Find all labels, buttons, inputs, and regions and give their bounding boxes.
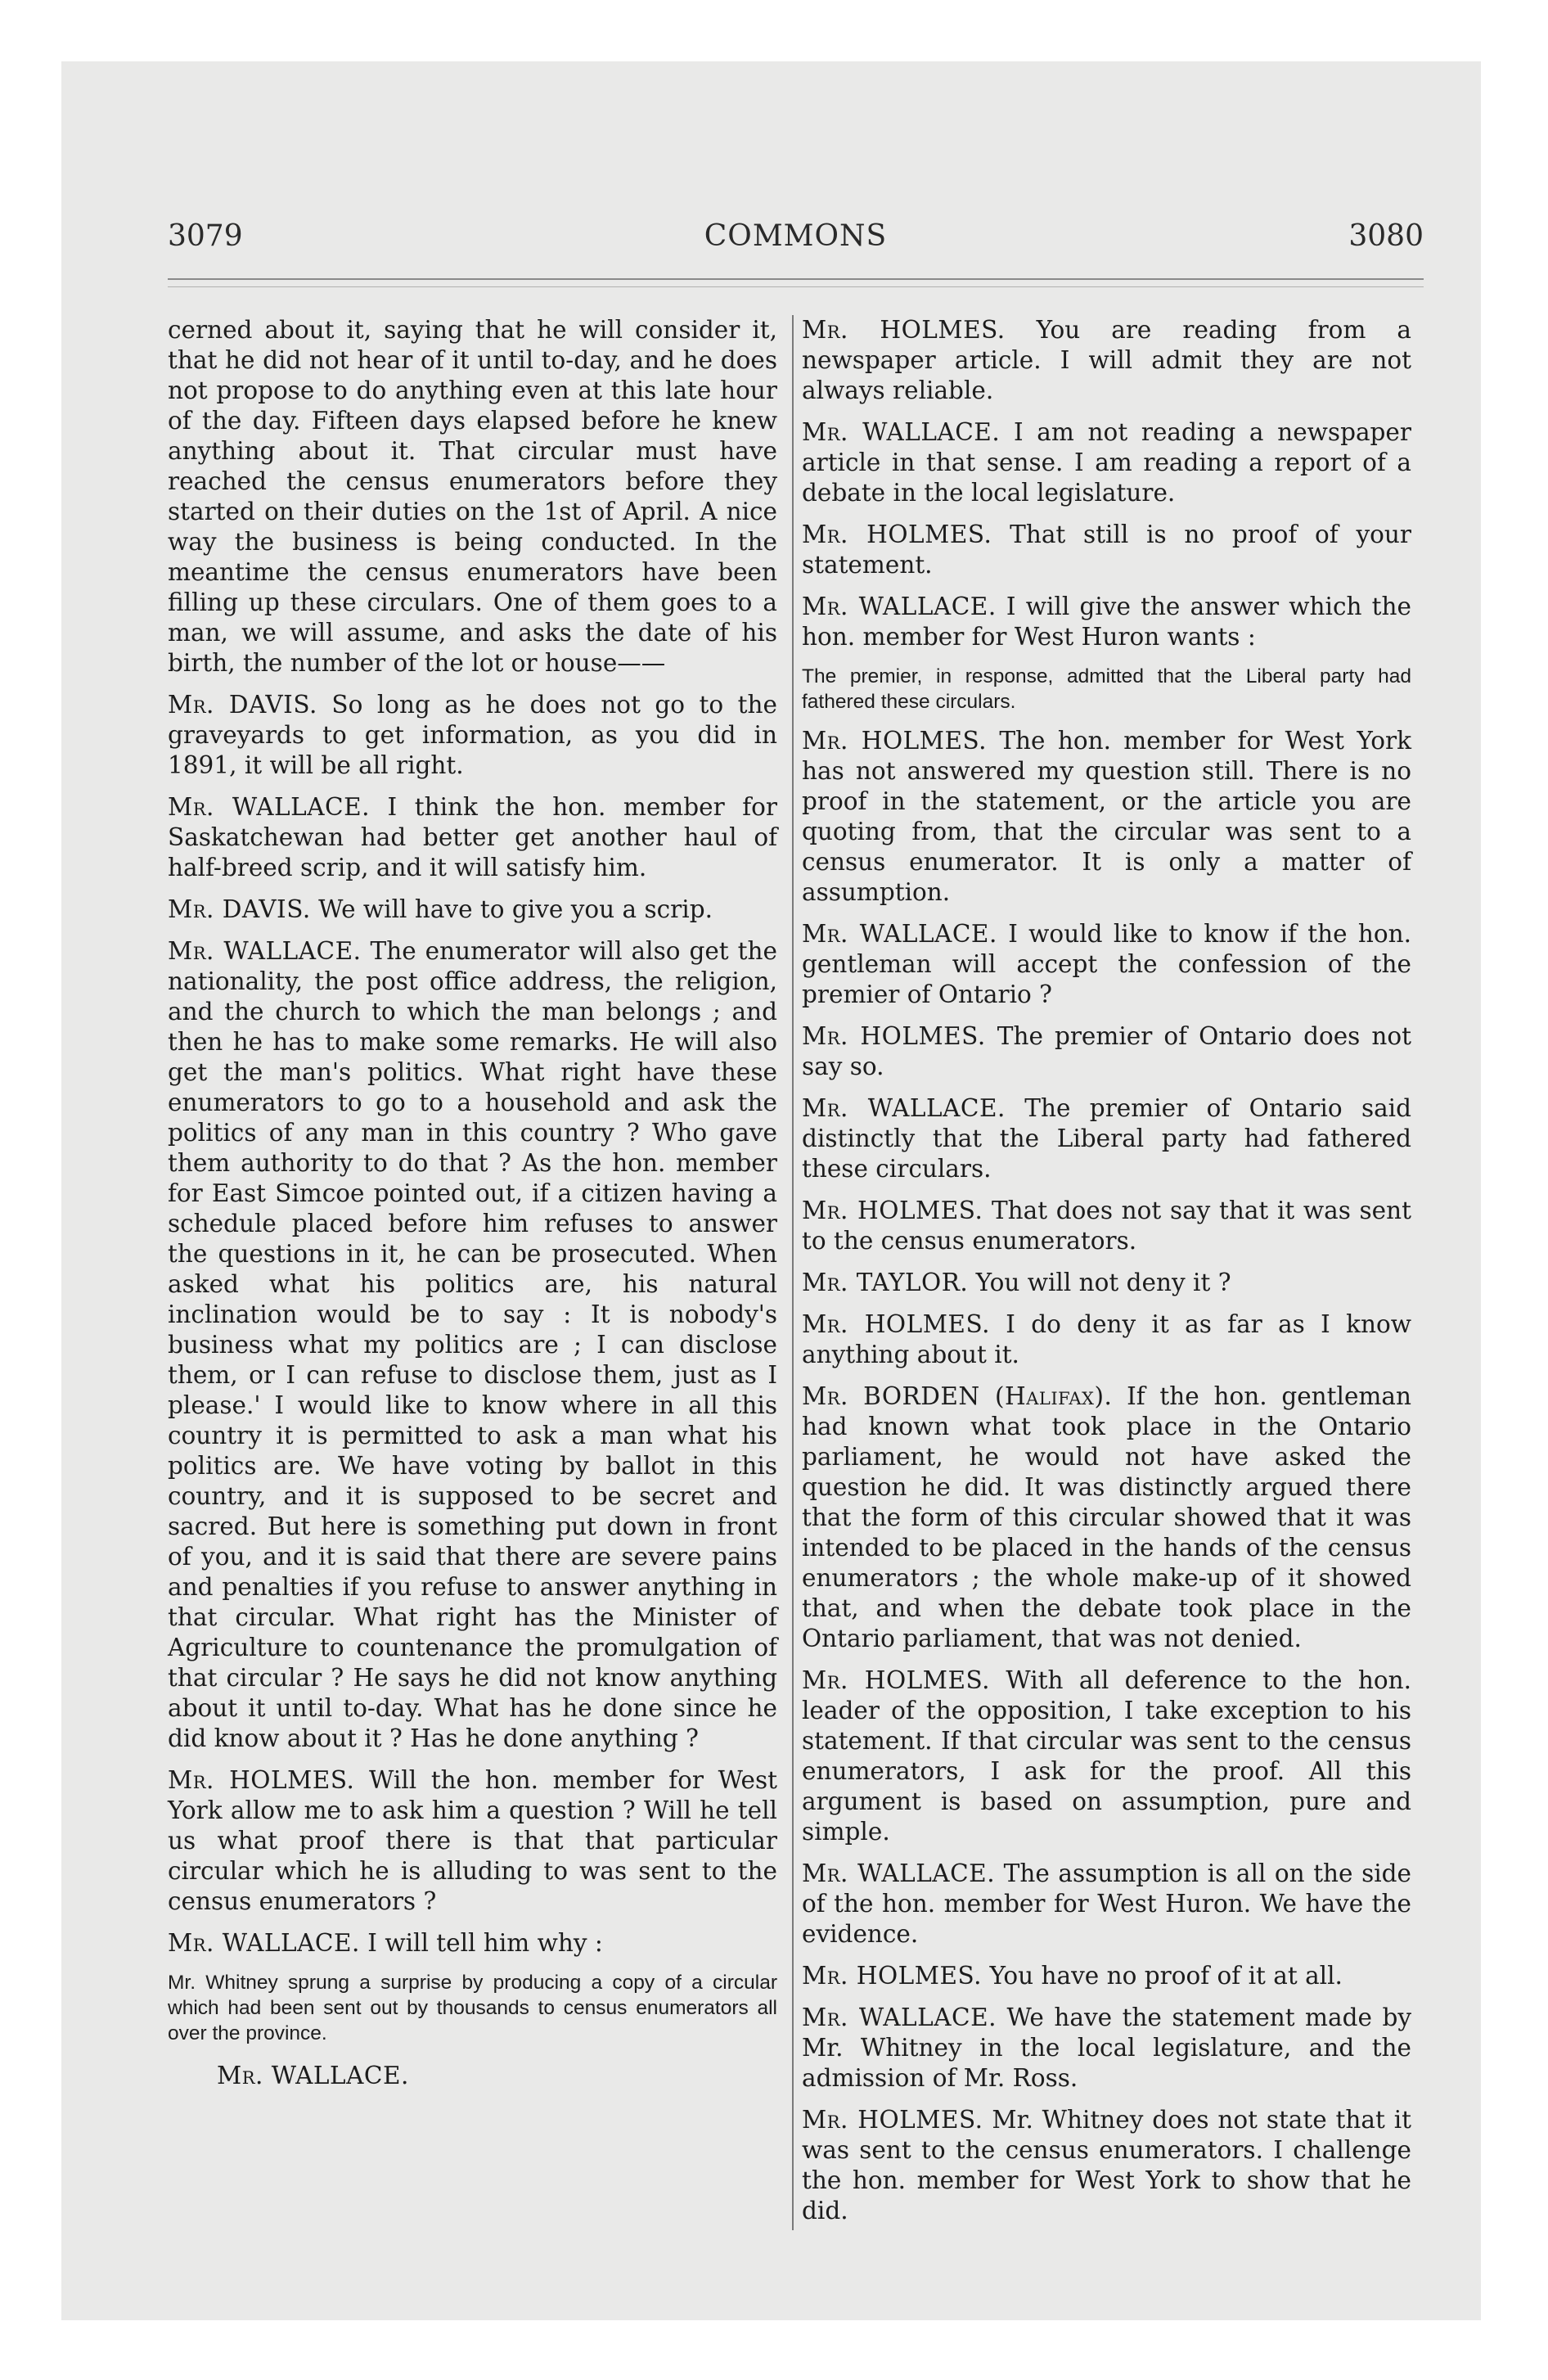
speech-paragraph — [168, 315, 777, 678]
speech-paragraph — [168, 792, 777, 883]
speech-paragraph — [802, 1859, 1411, 1950]
speech-text: You will not deny it ? — [975, 1269, 1231, 1296]
speech-paragraph — [802, 2105, 1411, 2226]
speech-text: The premier, in response, admitted that the Liberal party had fathered these circulars. — [802, 665, 1411, 713]
speech-paragraph — [802, 1196, 1411, 1256]
speaker-name: Mr. DAVIS. — [168, 691, 317, 719]
speaker-name: Mr. WALLACE. — [168, 937, 362, 965]
speech-paragraph — [802, 1961, 1411, 1991]
speech-paragraph — [802, 1309, 1411, 1370]
speaker-name: Mr. HOLMES. — [802, 727, 988, 755]
speech-text: Mr. Whitney does not state that it was sent to the census enumerators. I challenge the hon. member for West York to show that he did. — [802, 2106, 1411, 2224]
speech-paragraph — [802, 1093, 1411, 1184]
page-number-left: 3079 — [168, 219, 243, 253]
speech-text: We will have to give you a scrip. — [318, 895, 713, 923]
speech-text: Mr. Whitney sprung a surprise by producing a copy of a circular which had been sent out by thousands to census enumerators all over the province. — [168, 1972, 777, 2044]
speech-text: The premier of Ontario does not say so. — [802, 1022, 1411, 1080]
speech-paragraph — [168, 1765, 777, 1917]
page-header — [168, 219, 1424, 260]
speaker-name: Mr. WALLACE. — [802, 418, 1001, 446]
right-column — [802, 315, 1411, 2238]
speaker-name: Mr. HOLMES. — [802, 1197, 983, 1224]
speech-paragraph — [802, 1382, 1411, 1654]
speech-text: The premier of Ontario said distinctly that the Liberal party had fathered these circulars. — [802, 1094, 1411, 1183]
speech-text: That does not say that it was sent to the census enumerators. — [802, 1197, 1411, 1255]
speech-text: So long as he does not go to the graveyards to get information, as you did in 1891, it will be all right. — [168, 691, 777, 779]
speech-paragraph — [802, 1021, 1411, 1082]
speech-text: cerned about it, saying that he will consider it, that he did not hear of it until to-day, and he does not propose to do anything even at this late hour of the day. Fifteen days elapsed before he knew anything about it. That circular must have reached the census enumerators before they started on their duties on the 1st of April. A nice way the business is being conducted. In the meantime the census enumerators have been filling up these circulars. One of them goes to a man, we will assume, and asks the date of his birth, the number of the lot or house—— — [168, 316, 777, 677]
speech-paragraph — [168, 2061, 777, 2091]
running-title: COMMONS — [704, 219, 888, 253]
speech-text: With all deference to the hon. leader of the opposition, I take exception to his statement. If that circular was sent to the census enumerators, I ask for the proof. All this argument is based on assumption, pure and simple. — [802, 1666, 1411, 1846]
speech-paragraph — [802, 315, 1411, 406]
speech-text: I will tell him why : — [367, 1929, 603, 1957]
speech-text: The enumerator will also get the nationality, the post office address, the religion, and the church to which the man belongs ; and then he has to make some remarks. He will also get the man's politics. What right have these enumerators to go to a household and ask the politics of any man in this country ? Who gave them authority to do that ? As the hon. member for East Simcoe pointed out, if a citizen having a schedule placed before him refuses to answer the questions in it, he can be prosecuted. When asked what his politics are, his natural inclination would be to say : It is nobody's business what my politics are ; I can disclose them, or I can refuse to disclose them, just as I please.' I would like to know where in all this country it is permitted to ask a man what his politics are. We have voting by ballot in this country, and it is supposed to be secret and sacred. But here is something put down in front of you, and it is said that there are severe pains and penalties if you refuse to answer anything in that circular. What right has the Minister of Agriculture to countenance the promulgation of that circular ? He says he did not know anything about it until to-day. What has he done since he did know about it ? Has he done anything ? — [168, 937, 777, 1752]
speech-text: The assumption is all on the side of the hon. member for West Huron. We have the evidence. — [802, 1859, 1411, 1948]
speech-paragraph — [168, 936, 777, 1754]
speech-paragraph — [168, 1928, 777, 1959]
speech-paragraph — [168, 895, 777, 925]
speech-paragraph — [802, 2003, 1411, 2094]
quoted-passage — [802, 664, 1411, 714]
speaker-name: Mr. HOLMES. — [802, 2106, 983, 2134]
speaker-name: Mr. HOLMES. — [802, 1962, 983, 1990]
speech-text: I will give the answer which the hon. member for West Huron wants : — [802, 593, 1411, 651]
speech-text: I do deny it as far as I know anything about it. — [802, 1310, 1411, 1368]
speaker-name: Mr. HOLMES. — [802, 521, 992, 548]
quoted-passage — [168, 1970, 777, 2046]
speech-text: Will the hon. member for West York allow me to ask him a question ? Will he tell us what proof there is that that particular circular which he is alluding to was sent to the census enumerators ? — [168, 1766, 777, 1915]
speaker-name: Mr. WALLACE. — [802, 593, 997, 620]
header-rule-thin — [168, 286, 1424, 287]
speech-text: You have no proof of it at all. — [989, 1962, 1343, 1990]
speech-text: I think the hon. member for Saskatchewan had better get another haul of half-breed scrip, and it will satisfy him. — [168, 793, 777, 881]
header-rule — [168, 278, 1424, 280]
speech-paragraph — [802, 726, 1411, 908]
column-divider — [792, 315, 794, 2230]
speech-paragraph — [802, 919, 1411, 1010]
page-number-right: 3080 — [1348, 219, 1424, 253]
speaker-name: Mr. WALLACE. — [802, 920, 997, 948]
speech-text: We have the statement made by Mr. Whitney in the local legislature, and the admission of Mr. Ross. — [802, 2004, 1411, 2092]
speaker-name: Mr. WALLACE. — [168, 793, 371, 821]
speaker-name: Mr. WALLACE. — [217, 2062, 409, 2089]
speaker-name: Mr. HOLMES. — [168, 1766, 355, 1794]
speech-paragraph — [802, 1666, 1411, 1847]
speaker-name: Mr. BORDEN (Halifax). — [802, 1382, 1113, 1410]
speech-paragraph — [802, 520, 1411, 580]
speech-text: You are reading from a newspaper article. I will admit they are not always reliable. — [802, 316, 1411, 404]
speech-paragraph — [802, 1268, 1411, 1298]
left-column — [168, 315, 777, 2103]
speech-paragraph — [802, 592, 1411, 652]
speaker-name: Mr. HOLMES. — [802, 1666, 991, 1694]
speech-paragraph — [168, 690, 777, 781]
speaker-name: Mr. WALLACE. — [802, 1859, 996, 1887]
speech-text: I am not reading a newspaper article in that sense. I am reading a report of a debate in the local legislature. — [802, 418, 1411, 507]
speaker-name: Mr. HOLMES. — [802, 1022, 986, 1050]
speaker-name: Mr. WALLACE. — [168, 1929, 360, 1957]
speech-paragraph — [802, 417, 1411, 508]
speaker-name: Mr. DAVIS. — [168, 895, 311, 923]
speaker-name: Mr. HOLMES. — [802, 1310, 990, 1338]
speaker-name: Mr. HOLMES. — [802, 316, 1006, 344]
speaker-name: Mr. TAYLOR. — [802, 1269, 969, 1296]
speech-text: I would like to know if the hon. gentleman will accept the confession of the premier of Ontario ? — [802, 920, 1411, 1008]
speaker-name: Mr. WALLACE. — [802, 1094, 1006, 1122]
speaker-name: Mr. WALLACE. — [802, 2004, 997, 2031]
speech-text: If the hon. gentleman had known what took place in the Ontario parliament, he would not have asked the question he did. It was distinctly argued there that the form of this circular showed that it was intended to be placed in the hands of the census enumerators ; the whole make-up of it showed that, and when the debate took place in the Ontario parliament, that was not denied. — [802, 1382, 1411, 1652]
speech-text: That still is no proof of your statement. — [802, 521, 1411, 579]
speech-text: The hon. member for West York has not answered my question still. There is no proof in the statement, or the article you are quoting from, that the circular was sent to a census enumerator. It is only a matter of assumption. — [802, 727, 1411, 906]
